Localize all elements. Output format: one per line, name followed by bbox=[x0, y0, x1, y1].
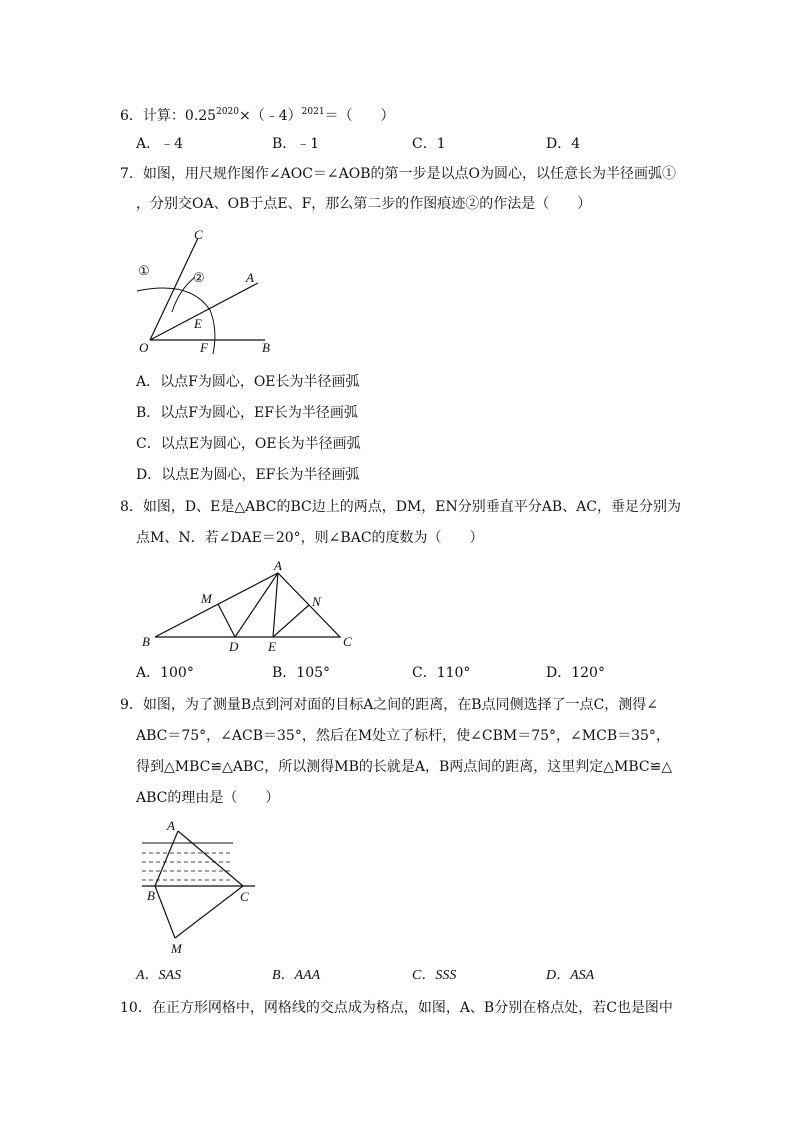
q6-exponent-1: 2020 bbox=[216, 107, 239, 117]
q7-label-o: O bbox=[139, 340, 149, 355]
q6-middle: ×（﹣4） bbox=[239, 108, 302, 124]
q8-label-a: A bbox=[274, 558, 282, 573]
q8-label-d: D bbox=[229, 639, 239, 654]
q9-stem-line-4: ABC的理由是（ ） bbox=[136, 790, 280, 806]
q9-segment-ac bbox=[178, 831, 243, 886]
q7-label-c: C bbox=[194, 227, 203, 242]
q7-label-f: F bbox=[200, 340, 208, 355]
q8-label-c: C bbox=[343, 634, 352, 649]
q9-segment-bm bbox=[155, 886, 175, 938]
q6-option-d: D．4 bbox=[546, 136, 581, 152]
q10-stem-line-1: 10．在正方形网格中，网格线的交点成为格点，如图，A、B分别在格点处，若C也是图中 bbox=[120, 1000, 673, 1016]
q8-label-b: B bbox=[142, 634, 150, 649]
q7-label-a: A bbox=[246, 270, 254, 285]
q7-option-a: A．以点F为圆心，OE长为半径画弧 bbox=[136, 374, 360, 390]
q6-suffix: ＝（ ） bbox=[324, 108, 395, 124]
q7-option-c: C．以点E为圆心，OE长为半径画弧 bbox=[136, 436, 361, 452]
q9-stem-line-1: 9．如图，为了测量B点到河对面的目标A之间的距离，在B点同侧选择了一点C，测得∠ bbox=[120, 697, 659, 713]
q7-label-e: E bbox=[194, 316, 202, 331]
q8-option-a: A．100° bbox=[136, 665, 194, 681]
q9-label-b: B bbox=[147, 888, 155, 903]
q7-label-b: B bbox=[262, 340, 270, 355]
q9-stem-line-2: ABC＝75°，∠ACB＝35°，然后在M处立了标杆，使∠CBM＝75°，∠MCB＝35°， bbox=[136, 728, 670, 744]
q9-option-d: D．ASA bbox=[546, 968, 595, 983]
q9-label-a: A bbox=[167, 818, 175, 833]
q8-label-m: M bbox=[201, 591, 212, 606]
q9-stem-line-3: 得到△MBC≌△ABC，所以测得MB的长就是A，B两点间的距离，这里判定△MBC≌△ bbox=[136, 759, 673, 775]
q8-option-c: C．110° bbox=[412, 665, 471, 681]
q7-label-circle-1: ① bbox=[138, 263, 150, 278]
q8-option-b: B．105° bbox=[272, 665, 331, 681]
q7-option-d: D．以点E为圆心，EF长为半径画弧 bbox=[136, 467, 360, 483]
q6-exponent-2: 2021 bbox=[301, 107, 325, 117]
q7-label-circle-2: ② bbox=[193, 270, 205, 285]
q6-option-c: C．1 bbox=[412, 136, 446, 152]
q8-label-n: N bbox=[312, 594, 321, 609]
q8-stem-line-2: 点M、N．若∠DAE＝20°，则∠BAC的度数为（ ） bbox=[136, 530, 484, 546]
q6-option-b: B．﹣1 bbox=[272, 136, 320, 152]
q7-stem-line-2: ，分别交OA、OB于点E、F，那么第二步的作图痕迹②的作法是（ ） bbox=[136, 196, 592, 212]
q8-stem-line-1: 8．如图，D、E是△ABC的BC边上的两点，DM，EN分别垂直平分AB、AC，垂足分别为 bbox=[120, 499, 681, 515]
q8-option-d: D．120° bbox=[546, 665, 605, 681]
q8-label-e: E bbox=[268, 639, 276, 654]
q9-option-c: C．SSS bbox=[412, 968, 457, 983]
q7-option-b: B．以点F为圆心，EF长为半径画弧 bbox=[136, 405, 358, 421]
q9-label-c: C bbox=[240, 889, 249, 904]
q6-prefix: 6．计算：0.25 bbox=[120, 108, 217, 124]
q7-stem-line-1: 7．如图，用尺规作图作∠AOC＝∠AOB的第一步是以点O为圆心，以任意长为半径画弧① bbox=[120, 166, 677, 182]
q6-option-a: A．﹣4 bbox=[136, 136, 184, 152]
q9-label-m: M bbox=[171, 941, 182, 956]
q9-option-a: A．SAS bbox=[136, 968, 182, 983]
q9-option-b: B．AAA bbox=[272, 968, 321, 983]
q9-segment-ab bbox=[155, 831, 178, 886]
q9-segment-cm bbox=[175, 886, 243, 938]
